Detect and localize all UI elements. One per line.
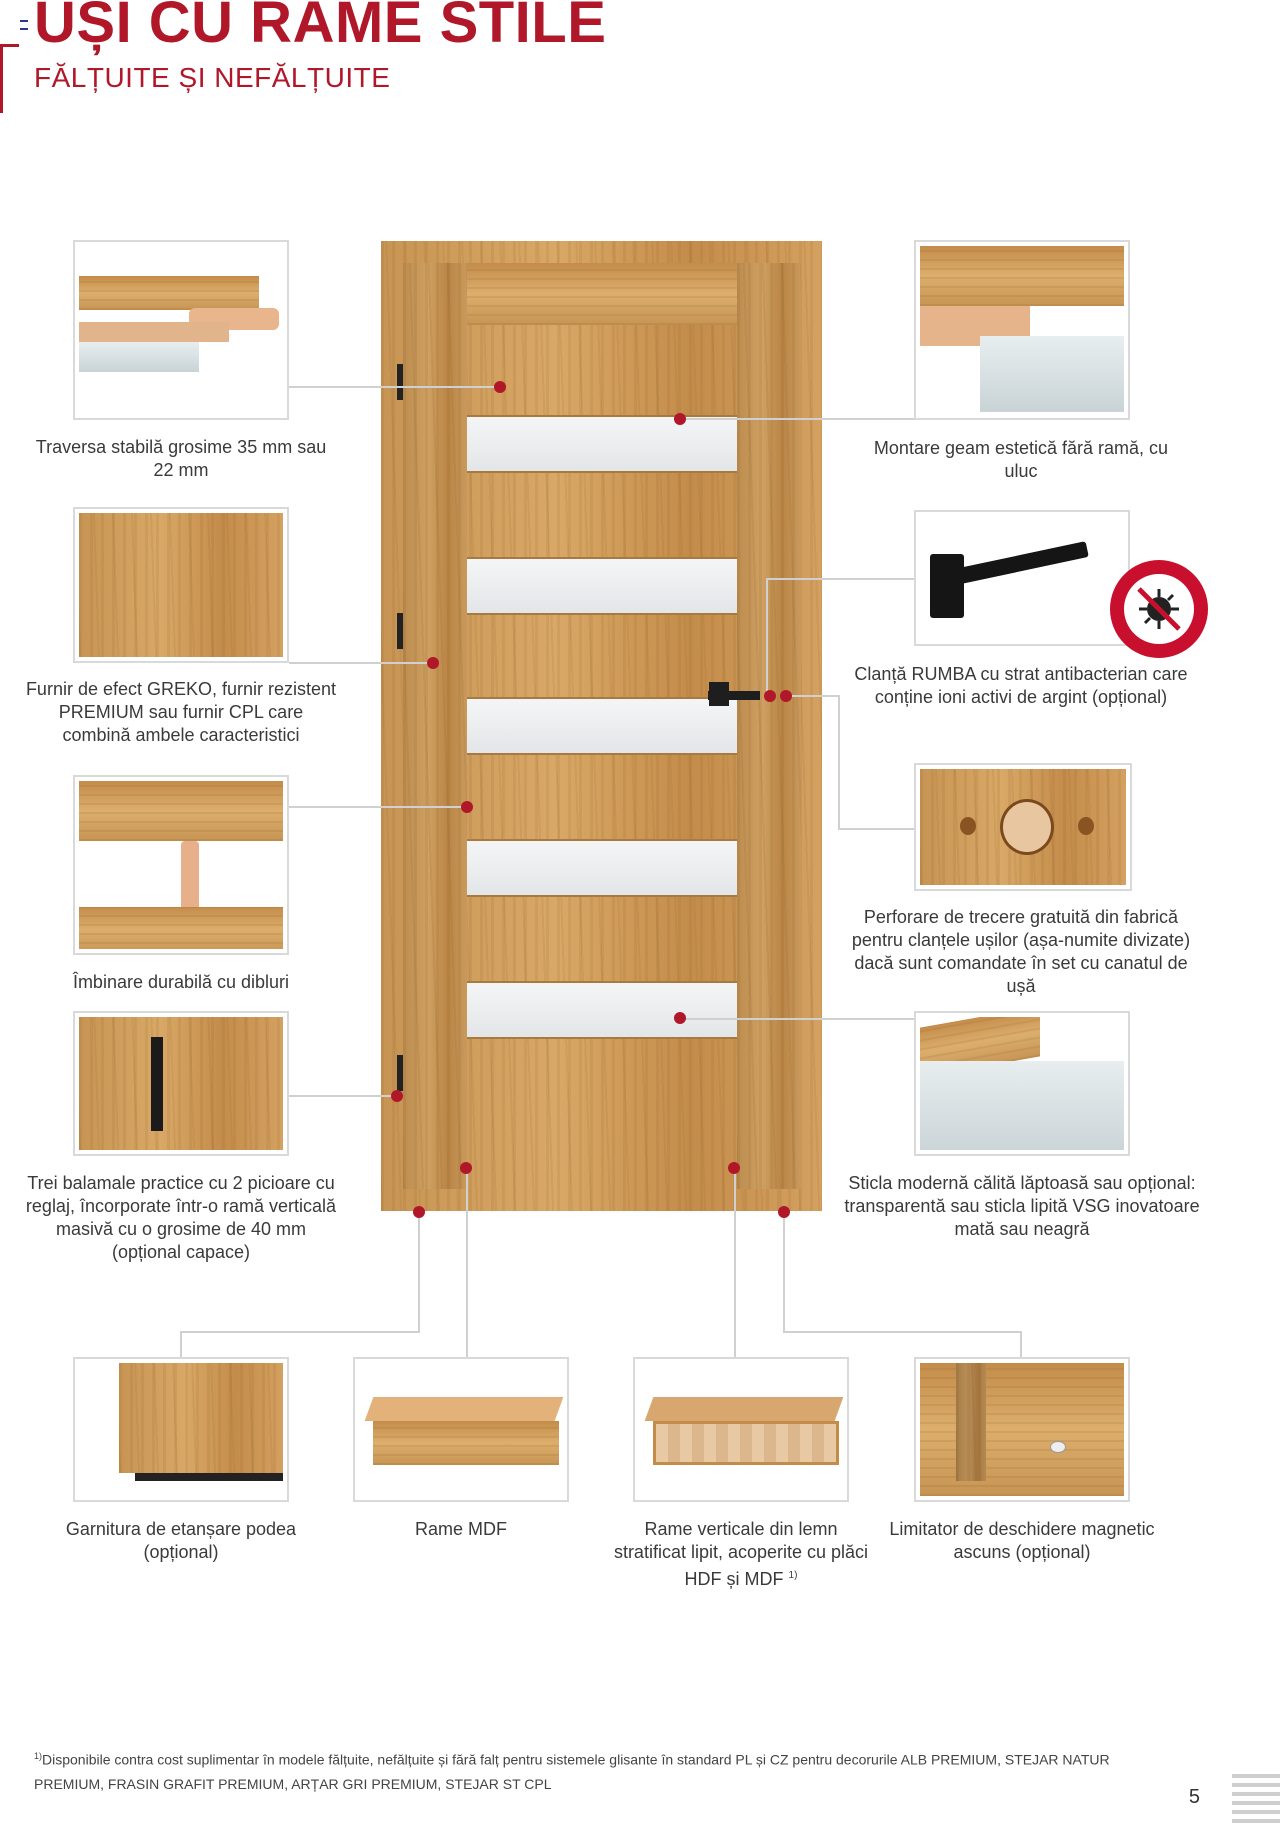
menu-icon[interactable] bbox=[20, 20, 28, 30]
glass-pane-3 bbox=[467, 697, 737, 755]
door-handle-lever bbox=[708, 691, 760, 700]
marker-dot bbox=[674, 1012, 686, 1024]
photo-sticla bbox=[914, 1011, 1130, 1156]
caption-traversa: Traversa stabilă grosime 35 mm sau 22 mm bbox=[35, 437, 327, 480]
photo-limitator bbox=[914, 1357, 1130, 1502]
marker-dot bbox=[778, 1206, 790, 1218]
connector-line bbox=[838, 828, 914, 830]
marker-dot bbox=[391, 1090, 403, 1102]
page-subtitle: FĂLȚUITE ȘI NEFĂLȚUITE bbox=[34, 62, 391, 93]
photo-clanta bbox=[914, 510, 1130, 646]
photo-garnitura bbox=[73, 1357, 289, 1502]
connector-line bbox=[838, 695, 840, 829]
caption-garnitura: Garnitura de etanșare podea (opțional) bbox=[65, 1519, 297, 1562]
connector-line bbox=[783, 1331, 1022, 1333]
antibacterial-badge-icon bbox=[1110, 560, 1208, 658]
marker-dot bbox=[460, 1162, 472, 1174]
decorative-stripes bbox=[1232, 1774, 1280, 1827]
caption-rame-mdf: Rame MDF bbox=[414, 1519, 507, 1539]
photo-traversa bbox=[73, 240, 289, 420]
photo-perforare bbox=[914, 763, 1132, 891]
photo-balamale bbox=[73, 1011, 289, 1156]
marker-dot bbox=[427, 657, 439, 669]
virus-crossed-icon bbox=[1133, 583, 1185, 635]
connector-line bbox=[783, 1212, 785, 1332]
footnote: $^{1)}$Disponibile contra cost suplimentar în modele fălțuite, nefălțuite și fără falț pentru sistemele glisante în standard PL și CZ pentru decorurile ALB PREMIUM, STEJAR NATUR PREMIUM, FRASIN GRAFIT PREMIUM, ARȚAR GRI PREMIUM, STEJAR ST CPL bbox=[34, 1751, 1110, 1792]
photo-imbinare bbox=[73, 775, 289, 955]
photo-furnir bbox=[73, 507, 289, 663]
connector-line bbox=[418, 1212, 420, 1332]
connector-line bbox=[766, 578, 914, 580]
marker-dot bbox=[728, 1162, 740, 1174]
caption-balamale: Trei balamale practice cu 2 picioare cu reglaj, încorporate într-o ramă verticală masivă cu o grosime de 40 mm (opțional capace) bbox=[25, 1173, 337, 1262]
connector-line bbox=[180, 1331, 182, 1357]
caption-sticla: Sticla modernă călită lăptoasă sau opțional: transparentă sau sticla lipită VSG inovatoare mată sau neagră bbox=[844, 1173, 1200, 1239]
page-number: 5 bbox=[1188, 1786, 1200, 1808]
connector-line bbox=[680, 1018, 914, 1020]
hinge-icon bbox=[397, 364, 403, 400]
hinge-icon bbox=[397, 1055, 403, 1091]
door-top-rail bbox=[467, 263, 737, 325]
connector-line bbox=[680, 418, 914, 420]
caption-perforare: Perforare de trecere gratuită din fabrică pentru clanțele ușilor (așa-numite divizate) dacă sunt comandate în set cu canatul de ușă bbox=[851, 907, 1191, 996]
door-stile-left bbox=[403, 263, 467, 1189]
caption-rame-verticale: Rame verticale din lemn stratificat lipit, acoperite cu plăci HDF și MDF $^{1)}$ bbox=[613, 1519, 869, 1589]
door-stile-right bbox=[737, 263, 801, 1189]
connector-line bbox=[180, 1331, 420, 1333]
marker-dot bbox=[494, 381, 506, 393]
glass-pane-4 bbox=[467, 839, 737, 897]
connector-line bbox=[734, 1168, 736, 1357]
connector-line bbox=[466, 1168, 468, 1357]
connector-line bbox=[289, 1095, 397, 1097]
caption-limitator: Limitator de deschidere magnetic ascuns (opțional) bbox=[889, 1519, 1155, 1562]
connector-line bbox=[289, 662, 433, 664]
marker-dot bbox=[764, 690, 776, 702]
header-bracket bbox=[0, 44, 19, 113]
hinge-icon bbox=[397, 613, 403, 649]
footnote-ref: 1) bbox=[788, 1570, 798, 1581]
caption-geam: Montare geam estetică fără ramă, cu uluc bbox=[873, 438, 1169, 481]
connector-line bbox=[766, 578, 768, 696]
glass-pane-5 bbox=[467, 981, 737, 1039]
caption-imbinare: Îmbinare durabilă cu dibluri bbox=[72, 972, 290, 992]
marker-dot bbox=[461, 801, 473, 813]
glass-pane-2 bbox=[467, 557, 737, 615]
photo-rame-mdf bbox=[353, 1357, 569, 1502]
caption-clanta: Clanță RUMBA cu strat antibacterian care conține ioni activi de argint (opțional) bbox=[854, 664, 1188, 707]
connector-line bbox=[289, 806, 467, 808]
photo-rame-verticale bbox=[633, 1357, 849, 1502]
connector-line bbox=[289, 386, 500, 388]
page-title: UȘI CU RAME STILE bbox=[34, 0, 607, 55]
connector-line bbox=[786, 695, 838, 697]
marker-dot bbox=[674, 413, 686, 425]
connector-line bbox=[1020, 1331, 1022, 1357]
glass-pane-1 bbox=[467, 415, 737, 473]
photo-geam bbox=[914, 240, 1130, 420]
marker-dot bbox=[413, 1206, 425, 1218]
marker-dot bbox=[780, 690, 792, 702]
caption-furnir: Furnir de efect GREKO, furnir rezistent PREMIUM sau furnir CPL care combină ambele caracteristici bbox=[25, 679, 337, 745]
